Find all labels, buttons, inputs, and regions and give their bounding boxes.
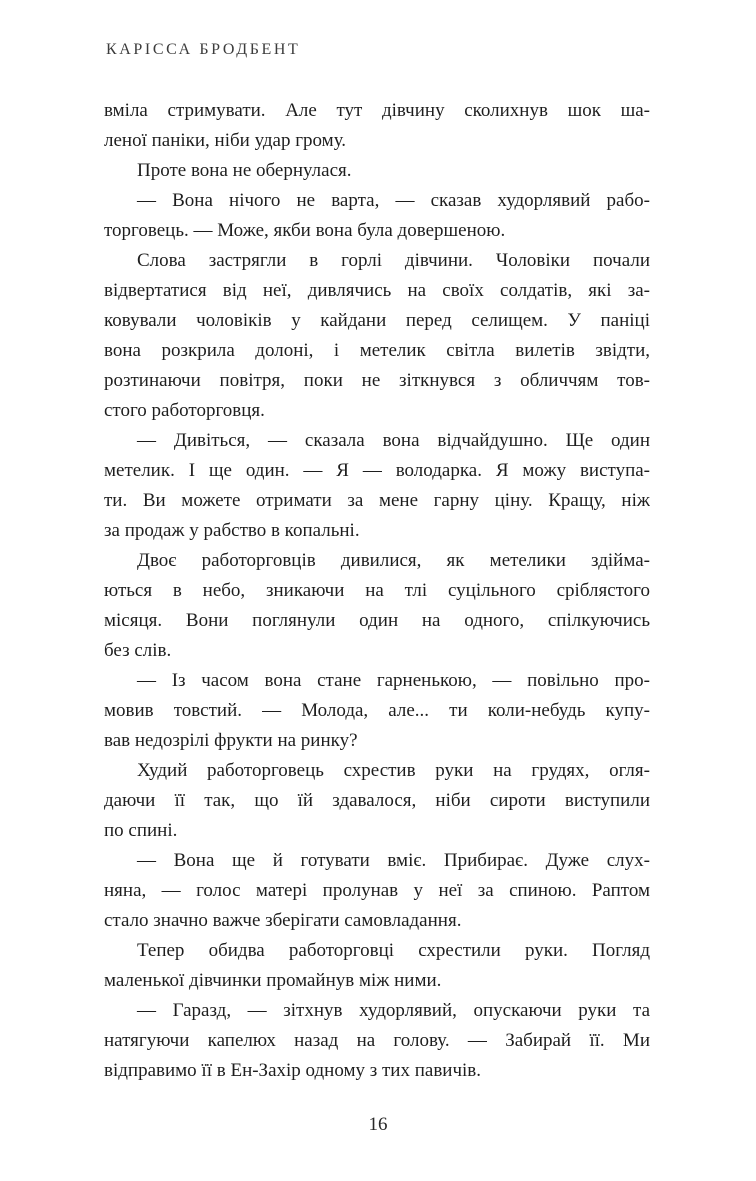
text-line: торговець. — Може, якби вона була довершеною. (104, 220, 506, 241)
text-line: Проте вона не обернулася. (137, 160, 352, 181)
text-line: відвертатися від неї, дивлячись на своїх солдатів, які за- (104, 280, 650, 301)
text-line: вав недозрілі фрукти на ринку? (104, 730, 358, 751)
text-line: ковували чоловіків у кайдани перед селищем. У паніці (104, 310, 650, 331)
text-line: вона розкрила долоні, і метелик світла вилетів звідти, (104, 340, 650, 361)
text-line: — Дивіться, — сказала вона відчайдушно. Ще один (137, 430, 650, 451)
text-line: по спині. (104, 820, 178, 841)
text-line: місяця. Вони поглянули один на одного, спілкуючись (104, 610, 650, 631)
text-line: — Вона ще й готувати вміє. Прибирає. Дуже слух- (137, 850, 650, 871)
text-line: стало значно важче зберігати самовладання. (104, 910, 462, 931)
text-line: за продаж у рабство в копальні. (104, 520, 360, 541)
text-line: натягуючи капелюх назад на голову. — Забирай її. Ми (104, 1030, 650, 1051)
text-line: ються в небо, зникаючи на тлі суцільного сріблястого (104, 580, 650, 601)
text-line: вміла стримувати. Але тут дівчину сколихнув шок ша- (104, 100, 650, 121)
text-line: мовив товстий. — Молода, але... ти коли-небудь купу- (104, 700, 650, 721)
text-line: Слова застрягли в горлі дівчини. Чоловіки почали (137, 250, 650, 271)
running-header: КАРІССА БРОДБЕНТ (106, 41, 301, 58)
text-line: даючи її так, що їй здавалося, ніби сироти виступили (104, 790, 650, 811)
text-line: стого работорговця. (104, 400, 265, 421)
text-line: леної паніки, ніби удар грому. (104, 130, 347, 151)
text-line: — Із часом вона стане гарненькою, — повільно про- (137, 670, 650, 691)
text-line: няна, — голос матері пролунав у неї за спиною. Раптом (104, 880, 650, 901)
text-line: відправимо її в Ен-Захір одному з тих павичів. (104, 1060, 482, 1081)
text-line: Тепер обидва работорговці схрестили руки. Погляд (137, 940, 650, 961)
text-line: Двоє работорговців дивилися, як метелики здійма- (137, 550, 650, 571)
text-line: метелик. І ще один. — Я — володарка. Я можу виступа- (104, 460, 650, 481)
text-line: маленької дівчинки промайнув між ними. (104, 970, 442, 991)
text-line: розтинаючи повітря, поки не зіткнувся з обличчям тов- (104, 370, 650, 391)
text-line: Худий работорговець схрестив руки на грудях, огля- (137, 760, 650, 781)
text-line: без слів. (104, 640, 172, 661)
page-number: 16 (368, 1114, 388, 1135)
text-line: — Вона нічого не варта, — сказав худорлявий рабо- (137, 190, 650, 211)
body-text (104, 96, 650, 1086)
text-line: — Гаразд, — зітхнув худорлявий, опускаючи руки та (137, 1000, 650, 1021)
text-line: ти. Ви можете отримати за мене гарну ціну. Кращу, ніж (104, 490, 650, 511)
